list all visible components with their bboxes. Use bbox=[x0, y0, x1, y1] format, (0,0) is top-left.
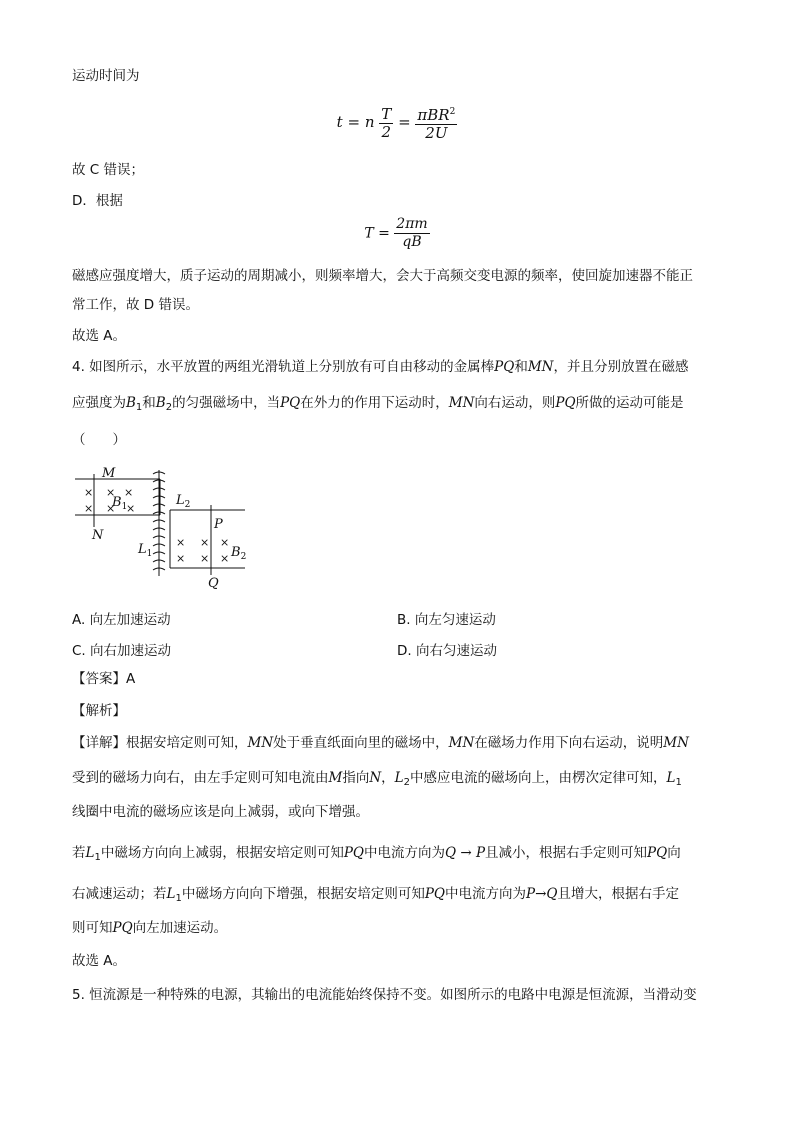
cross-mark: × bbox=[124, 486, 134, 499]
text-line: 运动时间为 bbox=[72, 68, 140, 84]
text-line: 常工作，故 D 错误。 bbox=[72, 297, 199, 313]
question-5-line1: 5. 恒流源是一种特殊的电源，其输出的电流能始终保持不变。如图所示的电路中电源是恒流源，当滑动变 bbox=[72, 987, 697, 1003]
text-line: 故 C 错误； bbox=[72, 162, 145, 178]
detail-line3: 线圈中电流的磁场应该是向上减弱，或向下增强。 bbox=[72, 804, 369, 820]
option-c: C. 向右加速运动 bbox=[72, 643, 172, 659]
label-l1: $L_1$ bbox=[138, 542, 153, 559]
text-line: D．根据 bbox=[72, 193, 123, 209]
formula-time: t = n $\frac{T}{2}$ = $\frac{\pi BR^2}{2U}$ bbox=[336, 104, 456, 142]
para2-line2: 右减速运动；若$L_1$中磁场方向向下增强，根据安培定则可知PQ中电流方向为P→Q且增大，根据右手定 bbox=[72, 886, 679, 904]
para2-line1: 若$L_1$中磁场方向向上减弱，根据安培定则可知PQ中电流方向为Q → P且减小，根据右手定则可知PQ向 bbox=[72, 845, 681, 863]
question-4-paren: （ ） bbox=[72, 432, 126, 448]
cross-mark: × bbox=[200, 552, 210, 565]
label-b2: $B_2$ bbox=[231, 545, 247, 562]
formula-period: T = $\frac{2\pi m}{qB}$ bbox=[364, 216, 428, 250]
option-b: B. 向左匀速运动 bbox=[397, 612, 496, 628]
detail-line2: 受到的磁场力向右，由左手定则可知电流由M指向N，$L_2$中感应电流的磁场向上，由楞次定律可知，$L_1$ bbox=[72, 770, 682, 788]
cross-mark: × bbox=[176, 536, 186, 549]
cross-mark: × bbox=[176, 552, 186, 565]
label-b1: $B_1$ bbox=[112, 495, 128, 512]
para2-line3: 则可知PQ向左加速运动。 bbox=[72, 920, 228, 936]
cross-mark: × bbox=[84, 502, 94, 515]
label-p: P bbox=[214, 517, 223, 532]
text-line: 磁感应强度增大，质子运动的周期减小，则频率增大，会大于高频交变电源的频率，使回旋加速器不能正 bbox=[72, 268, 693, 284]
option-d: D. 向右匀速运动 bbox=[397, 643, 497, 659]
cross-mark: × bbox=[220, 536, 230, 549]
cross-mark: × bbox=[220, 552, 230, 565]
label-n: N bbox=[92, 528, 104, 543]
circuit-figure bbox=[70, 460, 260, 590]
cross-mark: × bbox=[126, 502, 136, 515]
analysis-heading: 【解析】 bbox=[72, 703, 126, 719]
label-l2: $L_2$ bbox=[176, 493, 191, 510]
cross-mark: × bbox=[200, 536, 210, 549]
question-4-line2: 应强度为$B_1$和$B_2$的匀强磁场中，当PQ在外力的作用下运动时，MN向右运动，则PQ所做的运动可能是 bbox=[72, 395, 684, 413]
option-a: A. 向左加速运动 bbox=[72, 612, 171, 628]
text-line: 故选 A。 bbox=[72, 328, 127, 344]
answer-line: 【答案】A bbox=[72, 671, 136, 687]
label-m: M bbox=[102, 466, 116, 481]
cross-mark: × bbox=[106, 502, 116, 515]
question-4-line1: 4. 如图所示，水平放置的两组光滑轨道上分别放有可自由移动的金属棒PQ和MN，并且分别放置在磁感 bbox=[72, 359, 689, 375]
cross-mark: × bbox=[106, 486, 116, 499]
cross-mark: × bbox=[84, 486, 94, 499]
label-q: Q bbox=[208, 576, 219, 590]
text-line: 故选 A。 bbox=[72, 953, 127, 969]
detail-line1: 【详解】根据安培定则可知，MN处于垂直纸面向里的磁场中，MN在磁场力作用下向右运动，说明MN bbox=[72, 735, 689, 751]
